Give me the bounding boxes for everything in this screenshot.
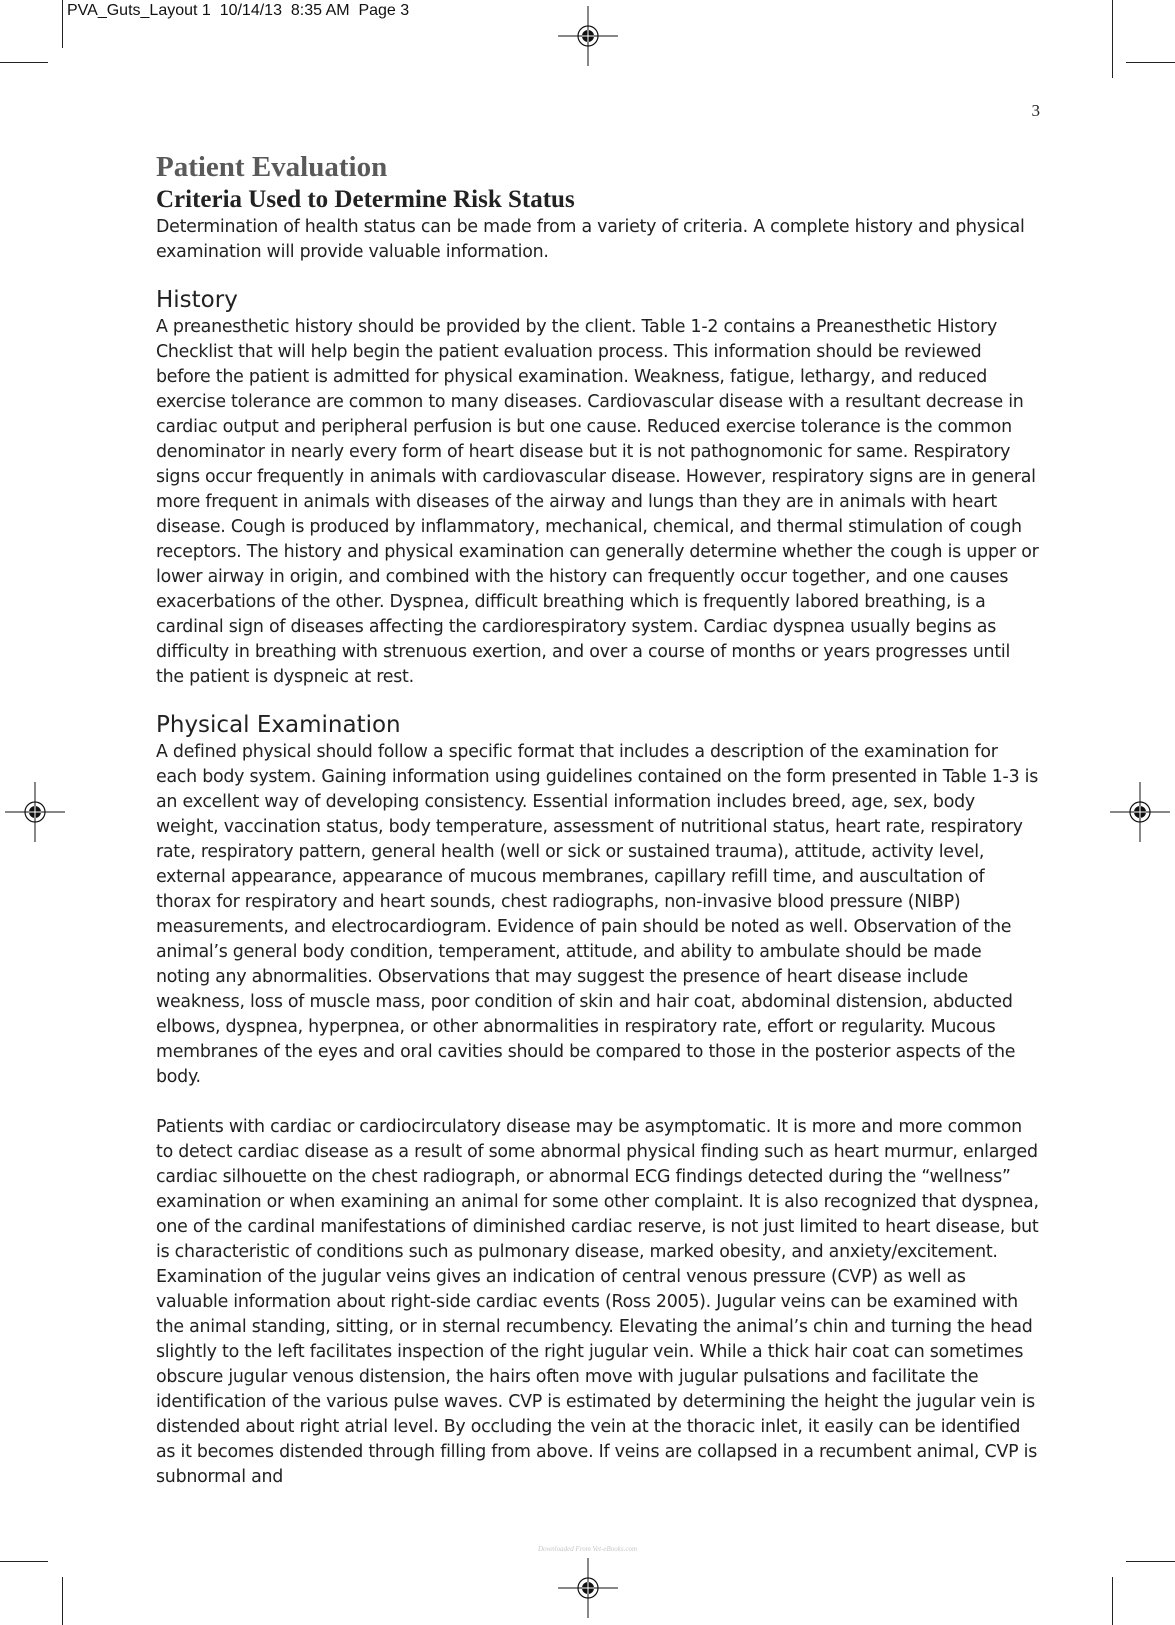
crop-mark-top-left-horizontal [0,62,48,63]
page-number: 3 [1031,101,1040,120]
crop-mark-top-right-vertical [1112,0,1113,78]
registration-mark-icon [5,782,65,842]
physical-examination-paragraph: A defined physical should follow a specific format that includes a description of the examination for each body system. Gaining information using guidelines contained on the form presented in Table 1-3 is an excellent way of developing consistency. Essential information includes breed, age, sex, body weight, vaccination status, body temperature, assessment of nutritional status, heart rate, respiratory rate, respiratory pattern, general health (well or sick or sustained trauma), attitude, activity level, external appearance, appearance of mucous membranes, capillary refill time, and auscultation of thorax for respiratory and heart sounds, chest radiographs, non-invasive blood pressure (NIBP) measurements, and electrocardiogram. Evidence of pain should be noted as well. Observation of the animal’s general body condition, temperament, attitude, and ability to ambulate should be made noting any abnormalities. Observations that may suggest the presence of heart disease include weakness, loss of muscle mass, poor condition of skin and hair coat, abdominal distension, abducted elbows, dyspnea, hyperpnea, or other abnormalities in respiratory rate, effort or regularity. Mucous membranes of the eyes and oral cavities should be compared to those in the posterior aspects of the body. [156,742,1039,1087]
crop-mark-top-left-vertical [62,0,63,48]
crop-mark-bottom-left-vertical [62,1577,63,1625]
crop-mark-bottom-right-vertical [1112,1577,1113,1625]
crop-mark-bottom-left-horizontal [0,1561,48,1562]
crop-mark-bottom-right-horizontal [1126,1561,1175,1562]
crop-mark-top-right-horizontal [1126,62,1175,63]
section-title: Criteria Used to Determine Risk Status [156,186,575,213]
history-heading: History [156,287,238,313]
chapter-title: Patient Evaluation [156,151,388,183]
intro-paragraph: Determination of health status can be made from a variety of criteria. A complete history and physical examination will provide valuable information. [156,217,1025,262]
physical-examination-paragraph: Patients with cardiac or cardiocirculatory disease may be asymptomatic. It is more and more common to detect cardiac disease as a result of some abnormal physical finding such as heart murmur, enlarged cardiac silhouette on the chest radiograph, or abnormal ECG findings detected during the “wellness” examination or when examining an animal for some other complaint. It is also recognized that dyspnea, one of the cardinal manifestations of diminished cardiac reserve, is not just limited to heart disease, but is characteristic of conditions such as pulmonary disease, marked obesity, and anxiety/excitement. Examination of the jugular veins gives an indication of central venous pressure (CVP) as well as valuable information about right-side cardiac events (Ross 2005). Jugular veins can be examined with the animal standing, sitting, or in sternal recumbency. Elevating the animal’s chin and turning the head slightly to the left facilitates inspection of the right jugular vein. While a thick hair coat can sometimes obscure jugular venous distension, the hairs often move with jugular pulsations and facilitate the identification of the various pulse waves. CVP is estimated by determining the height the jugular vein is distended about right atrial level. By occluding the vein at the thoracic inlet, it easily can be identified as it becomes distended through filling from above. If veins are collapsed in a recumbent animal, CVP is subnormal and [156,1117,1039,1487]
registration-mark-icon [558,6,618,66]
physical-examination-heading: Physical Examination [156,712,401,738]
page-content [156,150,1040,1490]
watermark: Downloaded From Vet-eBooks.com [537,1545,638,1553]
registration-mark-icon [558,1558,618,1618]
printer-slug: PVA_Guts_Layout 1 10/14/13 8:35 AM Page 3 [67,2,410,19]
history-paragraph: A preanesthetic history should be provided by the client. Table 1-2 contains a Preanesthetic History Checklist that will help begin the patient evaluation process. This information should be reviewed before the patient is admitted for physical examination. Weakness, fatigue, lethargy, and reduced exercise tolerance are common to many diseases. Cardiovascular disease with a resultant decrease in cardiac output and peripheral perfusion is but one cause. Reduced exercise tolerance is the common denominator in nearly every form of heart disease but it is not pathognomonic for same. Respiratory signs occur frequently in animals with cardiovascular disease. However, respiratory signs are in general more frequent in animals with diseases of the airway and lungs than they are in animals with heart disease. Cough is produced by inflammatory, mechanical, chemical, and thermal stimulation of cough receptors. The history and physical examination can generally determine whether the cough is upper or lower airway in origin, and combined with the history can frequently occur together, and one causes exacerbations of the other. Dyspnea, difficult breathing which is frequently labored breathing, is a cardinal sign of diseases affecting the cardiorespiratory system. Cardiac dyspnea usually begins as difficulty in breathing with strenuous exertion, and over a course of months or years progresses until the patient is dyspneic at rest. [156,317,1039,687]
registration-mark-icon [1110,782,1170,842]
